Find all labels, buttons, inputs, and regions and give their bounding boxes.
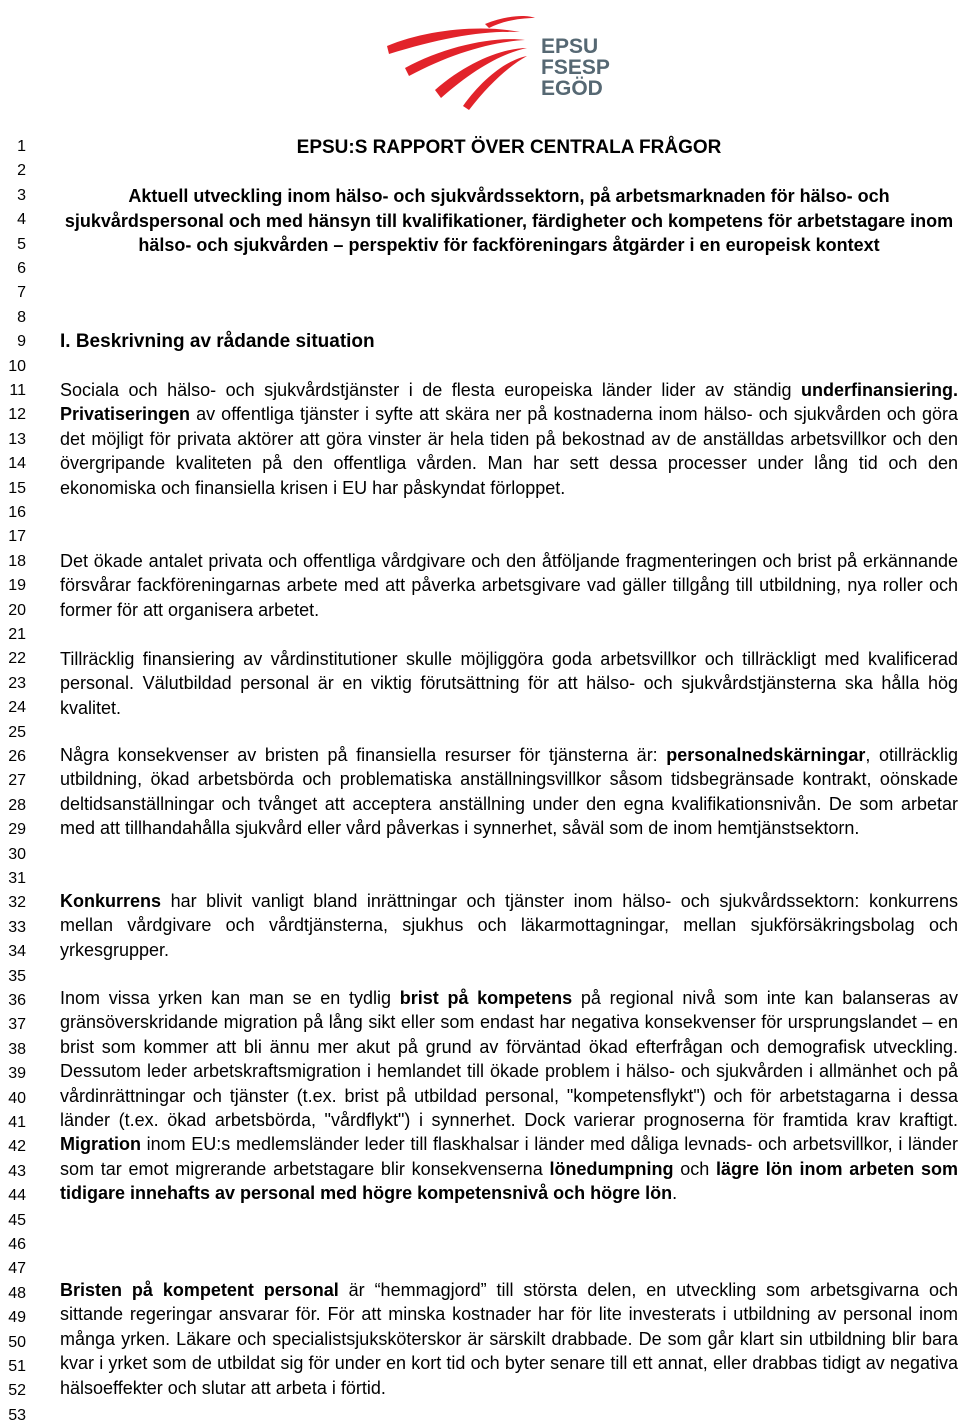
line-number: 11 — [9, 382, 26, 399]
text-run: Sociala och hälso- och sjukvårdstjänster i de flesta europeiska länder lider av ständig — [60, 380, 801, 400]
line-number: 18 — [8, 552, 26, 570]
paragraph — [60, 743, 958, 841]
bold-text-run: lägre lön inom arbeten som tidigare innehafts av personal med högre kompetensnivå och högre lön — [60, 1158, 959, 1204]
line-number: 24 — [8, 699, 26, 717]
text-run: , otillräcklig utbildning, ökad arbetsbörda och problematiska anställningsvillkor såsom tidsbegränsade kontrakt, oönskade deltidsanställningar och tvånget att acceptera anställning under den egna kvalifikationsnivån. De som arbetar med att tillhandahålla sjukvård eller vård påverkas i synnerhet, såväl som de inom hemtjänstsektorn. — [60, 745, 959, 839]
line-number: 9 — [17, 333, 26, 351]
line-number: 28 — [8, 796, 26, 814]
line-number: 6 — [17, 260, 26, 277]
text-run: på regional nivå som inte kan balanseras av gränsöverskridande migration på lång sikt eller som endast har negativa konsekvenser för ursprungslandet – en brist som kommer att bli ännu mer akut på grund av förväntad ökad efterfrågan och demografisk utveckling. Dessutom leder arbetskraftsmigration i hemlandet till ökade problem i hälso- och sjukvården i allmänhet och på vårdinrättningar och tjänster (t.ex. brist på utbildad personal, "kompetensflykt") och för arbetstagarna i dessa länder (t.ex. ökad arbetsbörda, "vårdflykt") i synnerhet. Dock varierar prognoserna för framtida krav kraftigt. — [60, 988, 959, 1131]
line-number: 45 — [8, 1211, 26, 1229]
line-number: 50 — [8, 1333, 26, 1351]
paragraph — [60, 889, 958, 962]
line-number: 38 — [8, 1040, 26, 1058]
line-number: 16 — [8, 504, 26, 521]
line-number: 31 — [8, 870, 26, 887]
line-number: 22 — [8, 650, 26, 668]
line-number: 49 — [8, 1309, 26, 1327]
line-number: 20 — [8, 601, 26, 619]
line-number: 52 — [8, 1382, 26, 1400]
text-run: av offentliga tjänster i syfte att skära ner på kostnaderna inom hälso- och sjukvården och göra det möjligt för privata aktörer att göra vinster är hela tiden på bekostnad av de anställdas arbetsvillkor och den övergripande kvaliteten på den offentliga vården. Man har sett dessa processer under lång tid och den ekonomiska och finansiella krisen i EU har påskyndat förloppet. — [60, 404, 958, 498]
epsu-logo — [385, 2, 625, 112]
line-number: 2 — [17, 162, 26, 180]
logo-line-3: EGÖD — [541, 77, 603, 100]
line-number: 42 — [8, 1138, 26, 1156]
bold-text-run: Migration — [60, 1134, 141, 1155]
bold-text-run: Konkurrens — [60, 891, 162, 911]
line-number: 12 — [8, 406, 26, 424]
line-number: 43 — [8, 1162, 26, 1180]
line-number: 48 — [8, 1284, 26, 1302]
logo-swoosh-graphic — [385, 2, 625, 112]
bold-text-run: Privatiseringen — [60, 404, 191, 425]
text-run: är “hemmagjord” till största delen, en utveckling som arbetsgivarna och sittande regeringar ansvarar för. För att minska kostnader har för lite investerats i utbildning av personal inom många yrken. Läkare och specialistsjuksköterskor är särskilt drabbade. De som går klart sin utbildning blir bara kvar i yrket som de utbildat sig för under en kort tid och byter senare till ett annat, eller drabbas tidigt av negativa hälsoeffekter och slutar att arbeta i förtid. — [60, 1280, 959, 1398]
document-subtitle: Aktuell utveckling inom hälso- och sjukvårdssektorn, på arbetsmarknaden för hälso- och sjukvårdspersonal och med hänsyn till kvalifikationer, färdigheter och kompetens för arbetstagare inom hälso- och sjukvården – perspektiv för fackföreningars åtgärder i en europeisk kontext — [64, 186, 954, 255]
line-number: 27 — [8, 772, 26, 790]
bold-text-run: personalnedskärningar — [666, 745, 866, 765]
line-number: 8 — [17, 308, 26, 326]
line-number: 15 — [8, 479, 26, 497]
line-number: 30 — [8, 845, 26, 863]
text-run: Det ökade antalet privata och offentliga vårdgivare och den åtföljande fragmenteringen och brist på erkännande försvårar fackföreningarnas arbete med att påverka arbetsgivare vad gäller tillgång till utbildning, nya roller och former för att organisera arbetet. — [60, 551, 958, 620]
line-number: 53 — [8, 1406, 26, 1424]
logo-line-1: EPSU — [541, 35, 599, 58]
line-number: 47 — [8, 1260, 26, 1278]
line-number: 17 — [8, 528, 26, 546]
line-number: 51 — [8, 1358, 26, 1375]
line-number: 41 — [8, 1114, 26, 1131]
line-number: 33 — [8, 918, 26, 936]
line-number: 10 — [8, 357, 26, 375]
line-number: 7 — [17, 284, 26, 302]
paragraph — [60, 986, 958, 1206]
line-number: 26 — [8, 748, 26, 765]
line-number: 39 — [8, 1065, 26, 1083]
line-number: 25 — [8, 723, 26, 741]
paragraph — [60, 378, 958, 500]
line-number: 5 — [17, 235, 26, 253]
bold-text-run: underfinansiering. — [800, 380, 958, 400]
line-number: 37 — [8, 1016, 26, 1034]
line-number: 40 — [8, 1089, 26, 1107]
text-run: Tillräcklig finansiering av vårdinstitutioner skulle möjliggöra goda arbetsvillkor och tillräckligt med kvalificerad personal. Välutbildad personal är en viktig förutsättning för att hälso- och sjukvårdstjänsterna ska hålla hög kvalitet. — [60, 649, 958, 718]
line-number: 19 — [8, 577, 26, 595]
document-title: EPSU:S RAPPORT ÖVER CENTRALA FRÅGOR — [296, 137, 722, 158]
text-run: Några konsekvenser av bristen på finansiella resurser för tjänsterna är: — [60, 745, 667, 765]
line-number: 34 — [8, 943, 26, 961]
paragraph — [60, 1278, 958, 1400]
line-number: 44 — [8, 1187, 26, 1205]
line-number: 4 — [17, 211, 26, 229]
line-number: 35 — [8, 967, 26, 985]
text-run: Inom vissa yrken kan man se en tydlig — [60, 988, 400, 1008]
line-number: 3 — [17, 186, 26, 204]
line-number: 29 — [8, 821, 26, 839]
text-run: . — [672, 1183, 678, 1204]
line-number: 13 — [8, 430, 26, 448]
text-run: har blivit vanligt bland inrättningar och tjänster inom hälso- och sjukvårdssektorn: konkurrens mellan vårdgivare och vårdtjänsterna, sjukhus och läkarmottagningar, mellan sjukförsäkringsbolag och yrkesgrupper. — [60, 891, 958, 960]
line-number: 36 — [8, 992, 26, 1009]
bold-text-run: brist på kompetens — [399, 988, 573, 1008]
line-number: 21 — [8, 626, 26, 643]
paragraph — [60, 647, 958, 720]
text-run: och — [673, 1158, 716, 1179]
line-number: 46 — [8, 1236, 26, 1253]
bold-text-run: Bristen på kompetent personal — [60, 1280, 339, 1300]
text-run: inom EU:s medlemsländer leder till flaskhalsar i länder med dåliga levnads- och arbetsvillkor, i länder som tar emot migrerande arbetstagare blir konsekvenserna — [60, 1134, 958, 1179]
line-number: 14 — [8, 455, 26, 473]
line-number: 23 — [8, 674, 26, 692]
line-number: 1 — [17, 138, 26, 155]
bold-text-run: lönedumpning — [549, 1158, 674, 1179]
section-heading: I. Beskrivning av rådande situation — [60, 331, 375, 352]
line-number: 32 — [8, 894, 26, 912]
paragraph — [60, 549, 958, 622]
logo-line-2: FSESP — [541, 56, 610, 79]
